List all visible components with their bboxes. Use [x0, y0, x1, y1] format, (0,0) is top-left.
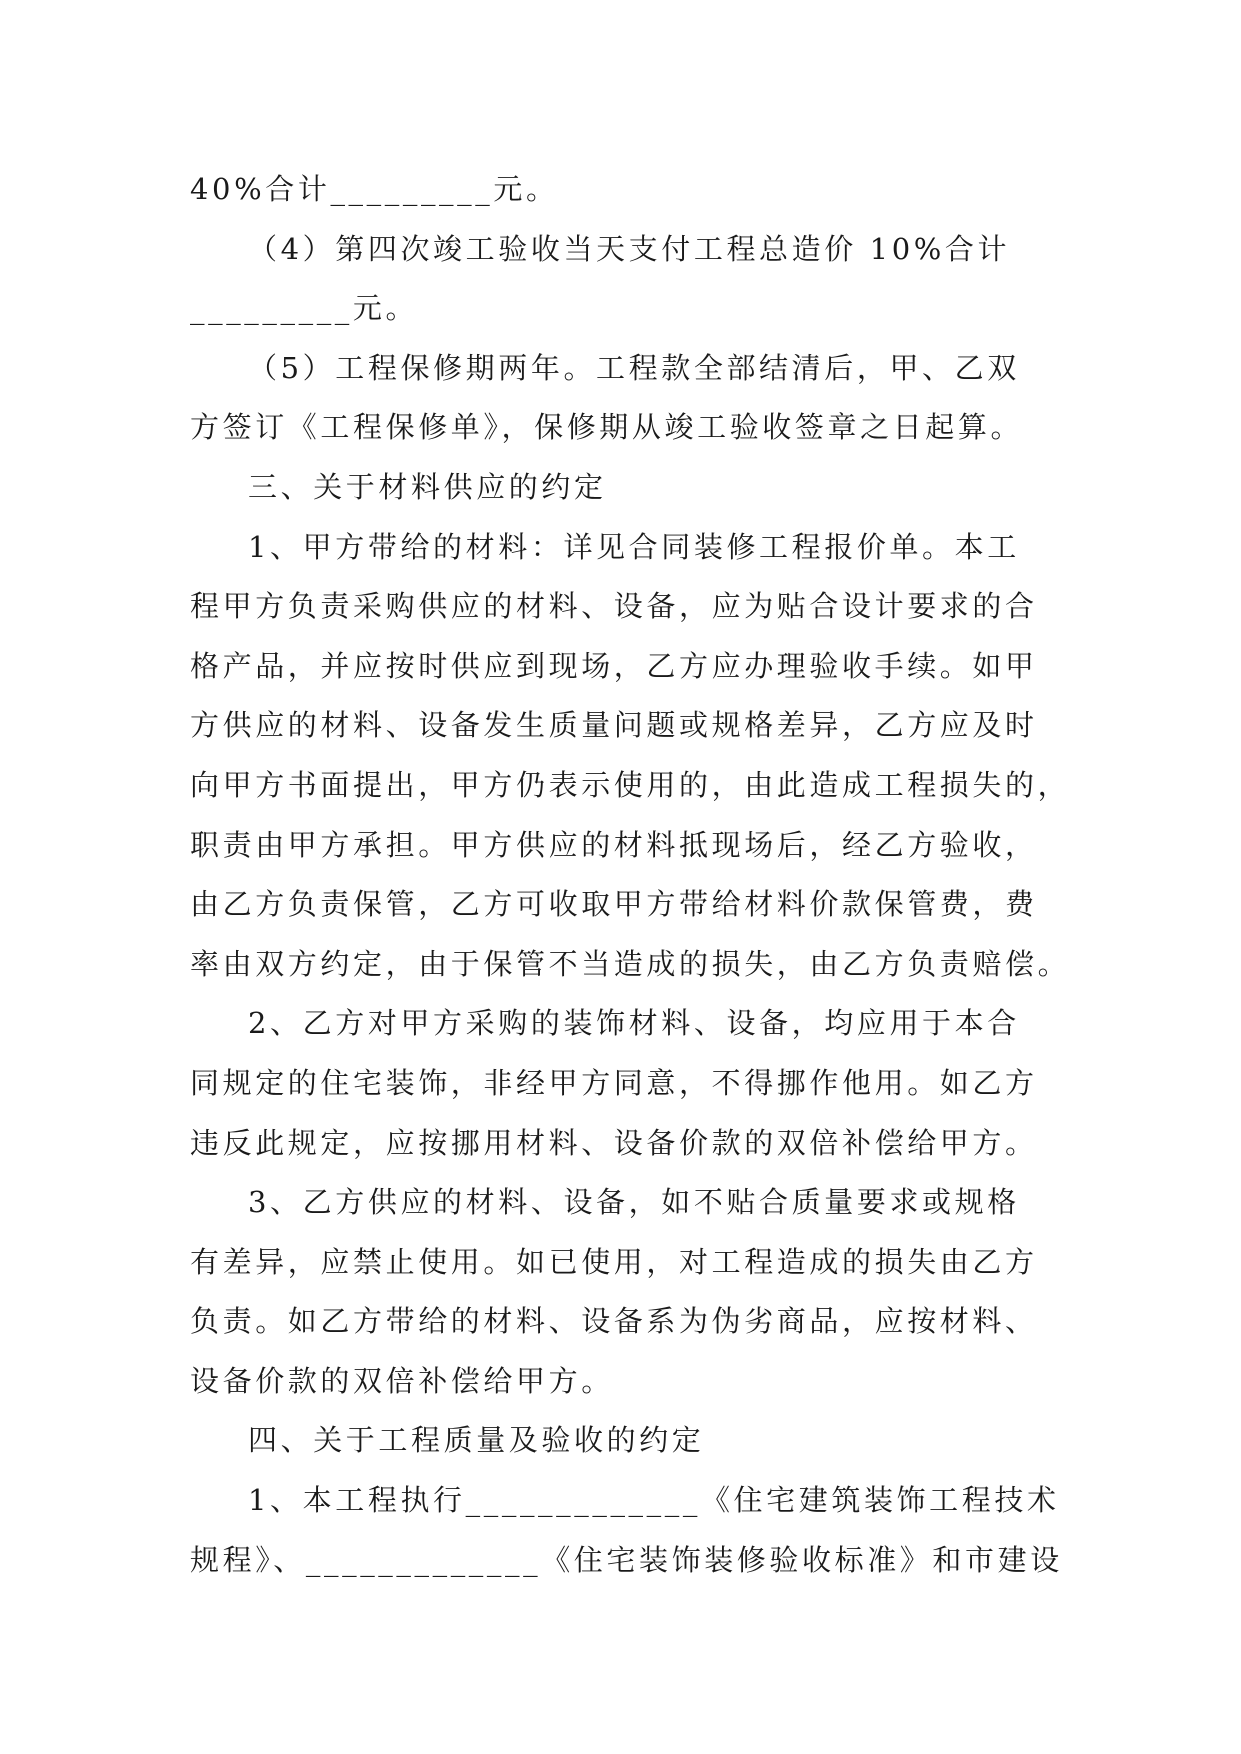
text-line: 2、乙方对甲方采购的装饰材料、设备，均应用于本合 [248, 1006, 1020, 1041]
text-line: （4）第四次竣工验收当天支付工程总造价 10%合计 [248, 231, 1011, 266]
section-heading: 四、关于工程质量及验收的约定 [248, 1423, 705, 1458]
text-line: 1、本工程执行_____________《住宅建筑装饰工程技术 [248, 1483, 1060, 1518]
text-line: 由乙方负责保管，乙方可收取甲方带给材料价款保管费，费 [190, 887, 1038, 922]
text-line: 向甲方书面提出，甲方仍表示使用的，由此造成工程损失的， [190, 767, 1071, 802]
text-line: 格产品，并应按时供应到现场，乙方应办理验收手续。如甲 [190, 648, 1038, 683]
text-line: 率由双方约定，由于保管不当造成的损失，由乙方负责赔偿。 [190, 946, 1071, 981]
text-line: 方供应的材料、设备发生质量问题或规格差异，乙方应及时 [190, 708, 1038, 743]
text-line: 方签订《工程保修单》，保修期从竣工验收签章之日起算。 [190, 410, 1024, 445]
text-line: 负责。如乙方带给的材料、设备系为伪劣商品，应按材料、 [190, 1304, 1038, 1339]
text-line: （5）工程保修期两年。工程款全部结清后，甲、乙双 [248, 350, 1020, 385]
document-page [190, 160, 1071, 1590]
text-line: _________元。 [190, 291, 419, 326]
text-line: 规程》、_____________《住宅装饰装修验收标准》和市建设 [190, 1542, 1063, 1577]
text-line: 同规定的住宅装饰，非经甲方同意，不得挪作他用。如乙方 [190, 1065, 1038, 1100]
text-line: 程甲方负责采购供应的材料、设备，应为贴合设计要求的合 [190, 589, 1038, 624]
text-line: 40%合计_________元。 [190, 172, 559, 206]
text-line: 违反此规定，应按挪用材料、设备价款的双倍补偿给甲方。 [190, 1125, 1038, 1160]
text-line: 1、甲方带给的材料：详见合同装修工程报价单。本工 [248, 529, 1020, 564]
section-heading: 三、关于材料供应的约定 [248, 469, 607, 504]
text-line: 有差异，应禁止使用。如已使用，对工程造成的损失由乙方 [190, 1244, 1038, 1279]
text-line: 职责由甲方承担。甲方供应的材料抵现场后，经乙方验收， [190, 827, 1038, 862]
text-line: 设备价款的双倍补偿给甲方。 [190, 1363, 614, 1398]
text-line: 3、乙方供应的材料、设备，如不贴合质量要求或规格 [248, 1185, 1020, 1220]
